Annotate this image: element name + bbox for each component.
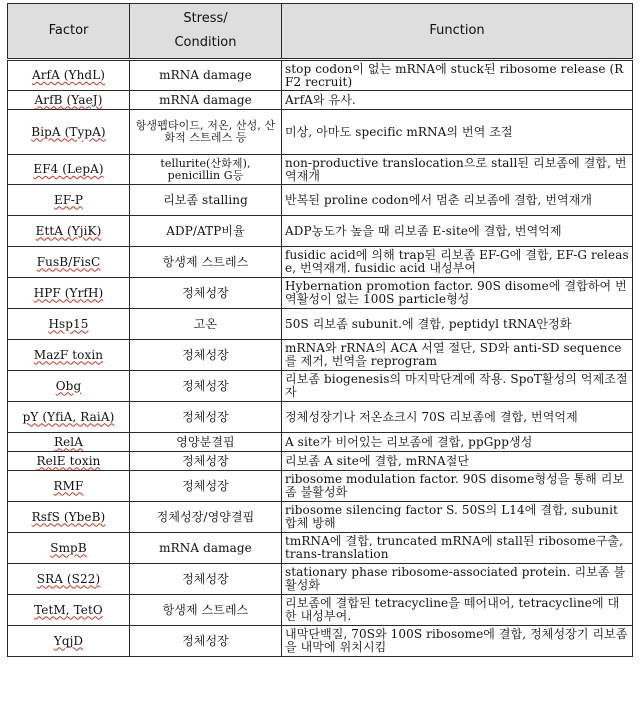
cell-factor (8, 533, 130, 564)
table-row (8, 452, 633, 471)
table-row (8, 340, 633, 371)
cell-function: stop codon이 없는 mRNA에 stuck된 ribosome release (RF2 recruit) (282, 60, 633, 91)
table-row (8, 533, 633, 564)
cell-factor (8, 91, 130, 110)
factor-table (7, 3, 633, 657)
table-row (8, 91, 633, 110)
cell-factor (8, 471, 130, 502)
table-row (8, 110, 633, 155)
table-row (8, 60, 633, 91)
factor-name: TetM, TetO (34, 602, 103, 617)
table-row (8, 471, 633, 502)
cell-condition: mRNA damage (130, 91, 282, 110)
cell-factor (8, 60, 130, 91)
factor-name: ArfB (YaeJ) (34, 92, 103, 107)
cell-factor (8, 371, 130, 402)
cell-factor (8, 452, 130, 471)
cell-factor (8, 216, 130, 247)
cell-factor (8, 402, 130, 433)
cell-factor (8, 502, 130, 533)
factor-name: Hsp15 (48, 316, 89, 331)
cell-function: tmRNA에 결합, truncated mRNA에 stall된 ribosome구출, trans-translation (282, 533, 633, 564)
cell-condition: 영양분결핍 (130, 433, 282, 452)
table-body (8, 60, 633, 657)
header-factor: Factor (8, 4, 130, 60)
cell-factor (8, 110, 130, 155)
factor-name: EttA (YjiK) (35, 223, 102, 238)
cell-function: 내막단백질, 70S와 100S ribosome에 결합, 정체성장기 리보좀을 내막에 위치시킴 (282, 626, 633, 657)
factor-name: FusB/FisC (36, 254, 101, 269)
table-row (8, 564, 633, 595)
cell-condition: 정체성장 (130, 402, 282, 433)
cell-function: 리보좀에 결합된 tetracycline을 떼어내어, tetracycline에 대한 내성부여. (282, 595, 633, 626)
cell-factor (8, 185, 130, 216)
factor-name: pY (YfiA, RaiA) (22, 409, 115, 424)
cell-condition: 정체성장 (130, 471, 282, 502)
table-row (8, 247, 633, 278)
cell-function: fusidic acid에 의해 trap된 리보좀 EF-G에 결합, EF-G release, 번역재개. fusidic acid 내성부여 (282, 247, 633, 278)
cell-function: stationary phase ribosome-associated protein. 리보좀 불활성화 (282, 564, 633, 595)
factor-name: EF-P (53, 192, 84, 207)
table-row (8, 371, 633, 402)
cell-condition: ADP/ATP비율 (130, 216, 282, 247)
cell-function: ribosome modulation factor. 90S disome형성을 통해 리보좀 불활성화 (282, 471, 633, 502)
factor-name: RelA (53, 434, 84, 449)
cell-condition: 정체성장 (130, 278, 282, 309)
cell-function: non-productive translocation으로 stall된 리보좀에 결합, 번역재개 (282, 155, 633, 185)
table-row (8, 402, 633, 433)
cell-condition: 항생제 스트레스 (130, 595, 282, 626)
cell-function: 50S 리보좀 subunit.에 결합, peptidyl tRNA안정화 (282, 309, 633, 340)
table-row (8, 155, 633, 185)
cell-function: ribosome silencing factor S. 50S의 L14에 결합, subunit합체 방해 (282, 502, 633, 533)
factor-table-container (7, 3, 632, 657)
cell-condition: 리보좀 stalling (130, 185, 282, 216)
cell-factor (8, 247, 130, 278)
factor-name: Obg (55, 378, 82, 393)
cell-condition: 고온 (130, 309, 282, 340)
cell-factor (8, 278, 130, 309)
cell-condition: mRNA damage (130, 60, 282, 91)
factor-name: RsfS (YbeB) (31, 509, 106, 524)
factor-name: EF4 (LepA) (33, 162, 104, 176)
factor-name: YqjD (53, 633, 84, 648)
cell-function: 미상, 아마도 specific mRNA의 번역 조절 (282, 110, 633, 155)
table-row (8, 216, 633, 247)
cell-condition: 정체성장 (130, 340, 282, 371)
cell-function: Hybernation promotion factor. 90S disome에 결합하여 번역활성이 없는 100S particle형성 (282, 278, 633, 309)
cell-factor (8, 155, 130, 185)
cell-condition: 정체성장 (130, 371, 282, 402)
cell-condition: 정체성장 (130, 564, 282, 595)
cell-condition: 항생제 스트레스 (130, 247, 282, 278)
factor-name: MazF toxin (33, 347, 104, 362)
header-condition: Stress/ Condition (130, 4, 282, 60)
header-function: Function (282, 4, 633, 60)
table-row (8, 626, 633, 657)
cell-factor (8, 309, 130, 340)
table-row (8, 502, 633, 533)
cell-function: A site가 비어있는 리보좀에 결합, ppGpp생성 (282, 433, 633, 452)
cell-factor (8, 433, 130, 452)
cell-condition: mRNA damage (130, 533, 282, 564)
table-row (8, 185, 633, 216)
cell-function: ArfA와 유사. (282, 91, 633, 110)
factor-name: BipA (TypA) (31, 124, 106, 139)
cell-factor (8, 340, 130, 371)
table-header (8, 4, 633, 60)
cell-function: ADP농도가 높을 때 리보좀 E-site에 결합, 번역억제 (282, 216, 633, 247)
cell-function: mRNA와 rRNA의 ACA 서열 절단, SD와 anti-SD sequence를 제거, 번역을 reprogram (282, 340, 633, 371)
cell-factor (8, 564, 130, 595)
cell-condition: 항생펩타이드, 저온, 산성, 산화적 스트레스 등 (130, 110, 282, 155)
factor-name: SmpB (50, 540, 87, 555)
cell-factor (8, 595, 130, 626)
cell-function: 리보좀 biogenesis의 마지막단계에 작용. SpoT활성의 억제조절자 (282, 371, 633, 402)
table-row (8, 595, 633, 626)
factor-name: ArfA (YhdL) (31, 68, 106, 82)
factor-name: RelE toxin (36, 453, 101, 468)
cell-condition: 정체성장 (130, 626, 282, 657)
table-row (8, 433, 633, 452)
factor-name: RMF (53, 478, 84, 493)
cell-condition: 정체성장/영양결핍 (130, 502, 282, 533)
cell-function: 정체성장기나 저온쇼크시 70S 리보좀에 결합, 번역억제 (282, 402, 633, 433)
cell-function: 리보좀 A site에 결합, mRNA절단 (282, 452, 633, 471)
cell-function: 반복된 proline codon에서 멈춘 리보좀에 결합, 번역재개 (282, 185, 633, 216)
cell-condition: 정체성장 (130, 452, 282, 471)
cell-condition: tellurite(산화제), penicillin G등 (130, 155, 282, 185)
header-row (8, 4, 633, 60)
factor-name: SRA (S22) (36, 571, 101, 586)
table-row (8, 309, 633, 340)
factor-name: HPF (YrfH) (33, 285, 104, 300)
cell-factor (8, 626, 130, 657)
table-row (8, 278, 633, 309)
